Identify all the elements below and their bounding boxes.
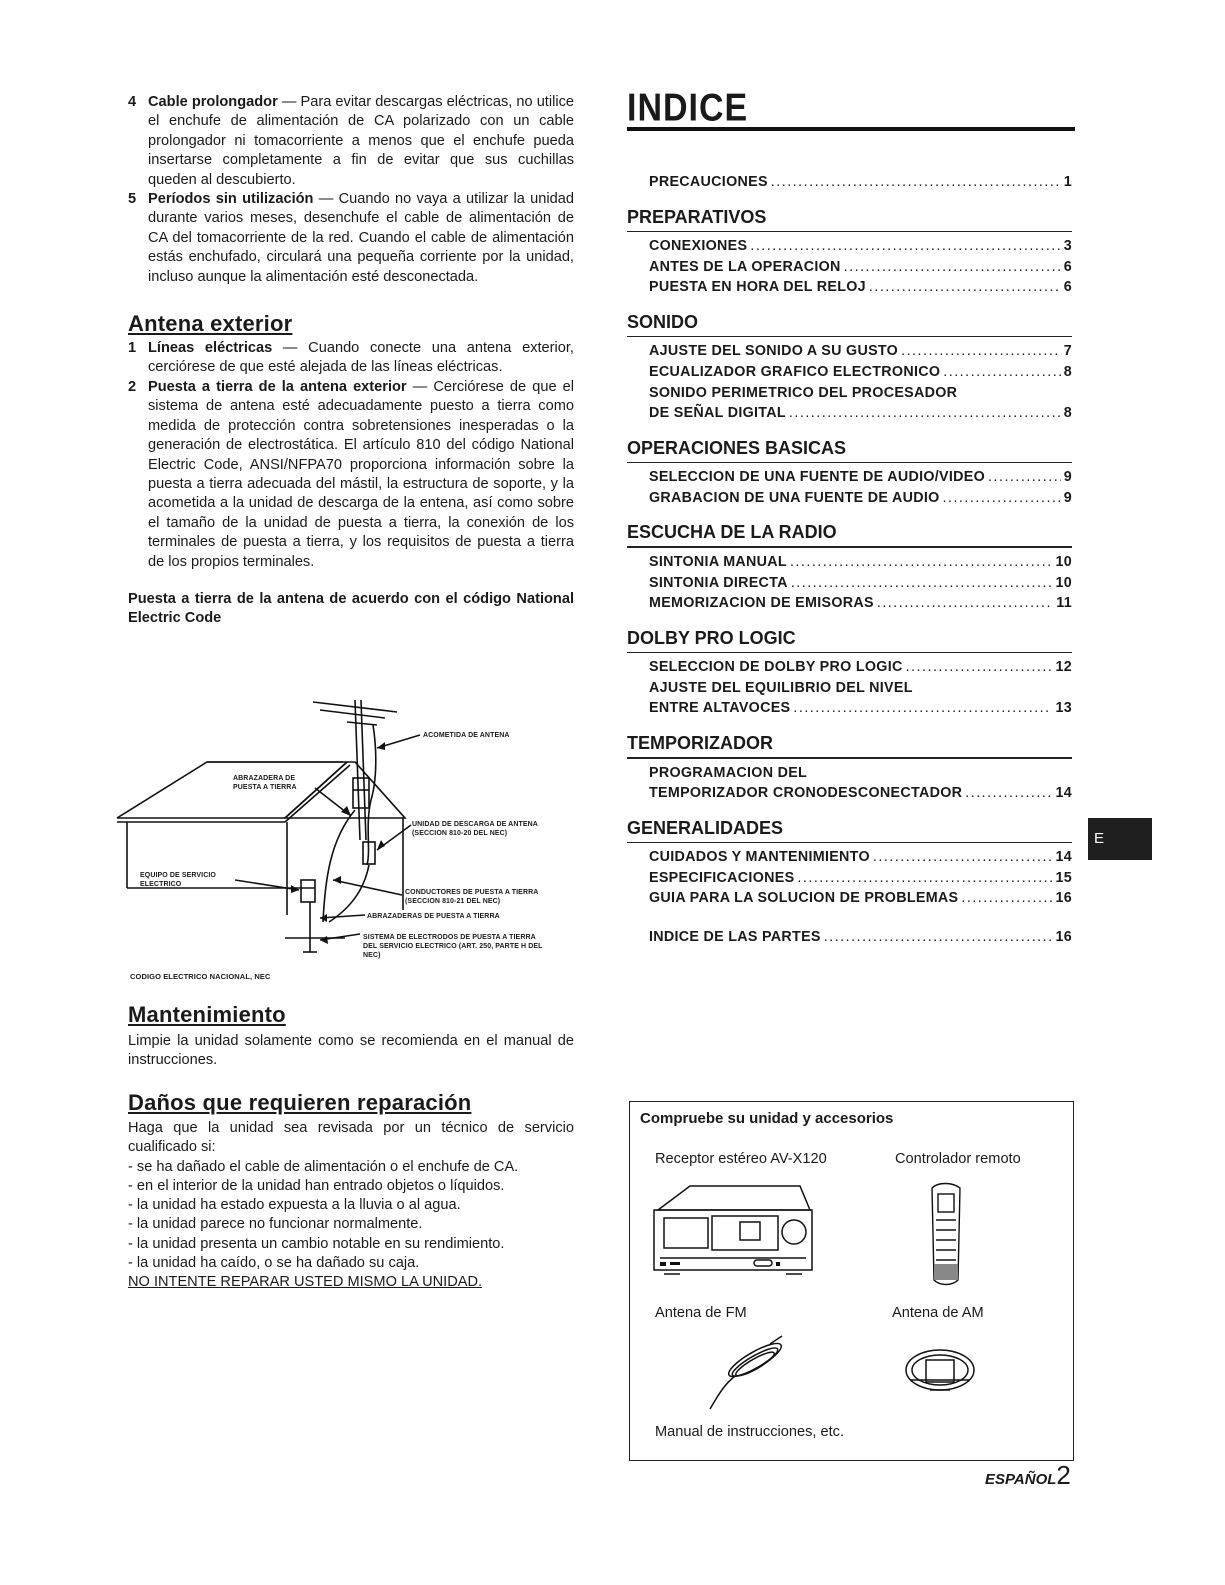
section-heading-antena: Antena exterior bbox=[128, 311, 293, 337]
toc-group bbox=[627, 312, 1072, 424]
toc-entry-line: PROGRAMACION DEL bbox=[649, 764, 808, 781]
toc-entry[interactable]: ENTRE ALTAVOCES ..... 13 bbox=[627, 698, 1072, 719]
list-item: 5 Períodos sin utilización — Cuando no vaya a utilizar la unidad durante varios meses, desenchufe el cable de alimentación de CA del tomacorriente de la red. Cuando el cable de alimentación estás enchufado, circulará una pequeña corriente por la unidad, incluso aunque la alimentación esté desconectada. bbox=[128, 191, 574, 285]
list-item: - la unidad ha estado expuesta a la lluvia o al agua. bbox=[128, 1197, 461, 1214]
label-abrazadera: ABRAZADERA DE PUESTA A TIERRA bbox=[233, 775, 297, 791]
toc-group bbox=[627, 733, 1072, 804]
accessory-manual-label: Manual de instrucciones, etc. bbox=[655, 1424, 845, 1440]
list-item: 2 Puesta a tierra de la antena exterior — Cerciórese de que el sistema de antena esté adecuadamente puesto a tierra como medida de protección contra sobretensiones inesperadas o la generación de electrostática. El artículo 810 del código National Electric Code, ANSI/NFPA70 proporciona información sobre la puesta a tierra adecuada del mástil, la estructura de soporte, y la acometida a la unidad de descarga de la entena, así como sobre el tamaño de la unidad de puesta a tierra, la conexión de los terminales de puesta a tierra, y los requisitos de puesta a tierra de los propios terminales. bbox=[128, 378, 574, 570]
list-item: - la unidad presenta un cambio notable en su rendimiento. bbox=[128, 1235, 505, 1252]
list-item: - se ha dañado el cable de alimentación o el enchufe de CA. bbox=[128, 1158, 519, 1175]
accessory-remote-label: Controlador remoto bbox=[895, 1151, 1021, 1167]
remote-control-icon bbox=[922, 1180, 972, 1290]
toc-entry[interactable]: AJUSTE DEL SONIDO A SU GUSTO ..... 7 bbox=[627, 341, 1072, 362]
toc-group-title: TEMPORIZADOR bbox=[627, 733, 773, 753]
list-item: 1 Líneas eléctricas — Cuando conecte una antena exterior, cerciórese de que esté alejada de las líneas eléctricas. bbox=[128, 340, 574, 376]
toc-entry[interactable]: SELECCION DE UNA FUENTE DE AUDIO/VIDEO ..... 9 bbox=[627, 467, 1072, 488]
list-item: - la unidad ha caído, o se ha dañado su caja. bbox=[128, 1254, 420, 1271]
item-text: — Cuando no vaya a utilizar la unidad durante varios meses, desenchufe el cable de alimentación de CA del tomacorriente de la red. Cuando el cable de alimentación estás enchufado, circulará una pequeña corriente por la unidad, incluso aunque la alimentación esté desconectada. bbox=[148, 191, 574, 285]
warning-text: NO INTENTE REPARAR USTED MISMO LA UNIDAD. bbox=[128, 1274, 483, 1291]
mantenimiento-text: Limpie la unidad solamente como se recomienda en el manual de instrucciones. bbox=[128, 1033, 574, 1069]
toc-group-title: DOLBY PRO LOGIC bbox=[627, 627, 796, 648]
list-item: - en el interior de la unidad han entrado objetos o líquidos. bbox=[128, 1178, 505, 1195]
toc-entry-indice-partes[interactable]: INDICE DE LAS PARTES ..... 16 bbox=[627, 927, 1072, 948]
toc-entry-line: SONIDO PERIMETRICO DEL PROCESADOR bbox=[649, 384, 958, 401]
grounding-subheading: Puesta a tierra de la antena de acuerdo con el código National Electric Code bbox=[128, 590, 574, 627]
toc-group bbox=[627, 628, 1072, 719]
toc-title: INDICE bbox=[627, 86, 749, 130]
list-item: - la unidad parece no funcionar normalmente. bbox=[128, 1216, 423, 1233]
page-number: 2 bbox=[1056, 1460, 1071, 1490]
toc-group-title: PREPARATIVOS bbox=[627, 206, 767, 227]
toc-group bbox=[627, 522, 1072, 613]
accessory-am-label: Antena de AM bbox=[892, 1305, 984, 1321]
diagram-caption: CODIGO ELECTRICO NACIONAL, NEC bbox=[130, 972, 271, 981]
toc-entry[interactable]: PUESTA EN HORA DEL RELOJ ..... 6 bbox=[627, 277, 1072, 298]
toc-entry[interactable]: CONEXIONES ..... 3 bbox=[627, 236, 1072, 257]
toc-group-title: SONIDO bbox=[627, 311, 699, 332]
toc-entry-line: AJUSTE DEL EQUILIBRIO DEL NIVEL bbox=[649, 679, 913, 696]
footer-language: ESPAÑOL bbox=[985, 1471, 1057, 1488]
accessories-box bbox=[629, 1101, 1074, 1461]
toc-group-title: OPERACIONES BASICAS bbox=[627, 437, 847, 458]
toc-entry[interactable]: CUIDADOS Y MANTENIMIENTO ..... 14 bbox=[627, 847, 1072, 868]
language-tab-letter: E bbox=[1094, 830, 1105, 847]
label-abrazaderas: ABRAZADERAS DE PUESTA A TIERRA bbox=[367, 913, 500, 920]
toc-group-title: ESCUCHA DE LA RADIO bbox=[627, 522, 837, 543]
toc-entry[interactable]: ANTES DE LA OPERACION ..... 6 bbox=[627, 257, 1072, 278]
toc-entry[interactable]: MEMORIZACION DE EMISORAS ..... 11 bbox=[627, 593, 1072, 614]
section-heading-mantenimiento: Mantenimiento bbox=[128, 1002, 286, 1027]
label-acometida: ACOMETIDA DE ANTENA bbox=[423, 732, 510, 739]
toc-group bbox=[627, 438, 1072, 509]
label-equipo: EQUIPO DE SERVICIO ELECTRICO bbox=[140, 872, 216, 888]
item-lead: Líneas eléctricas bbox=[148, 340, 273, 357]
accessory-receiver-label: Receptor estéreo AV-X120 bbox=[655, 1151, 827, 1167]
danos-intro: Haga que la unidad sea revisada por un técnico de servicio cualificado si: bbox=[128, 1120, 574, 1156]
list-item: 4 Cable prolongador — Para evitar descargas eléctricas, no utilice el enchufe de alimentación de CA polarizado con un cable prolongador ni tomacorriente a menos que el enchufe pueda insertarse completamente a fin de evitar que sus cuchillas queden al descubierto. bbox=[128, 94, 575, 188]
toc-entry-precauciones[interactable]: PRECAUCIONES ..... 1 bbox=[627, 172, 1072, 193]
am-antenna-icon bbox=[900, 1342, 980, 1402]
item-text: — Para evitar descargas eléctricas, no utilice el enchufe de alimentación de CA polarizado con un cable prolongador ni tomacorriente a menos que el enchufe pueda insertarse completamente a fin de evitar que sus cuchillas queden al descubierto. bbox=[148, 94, 575, 188]
toc-body bbox=[627, 172, 1072, 948]
language-tab bbox=[1088, 818, 1152, 860]
left-column bbox=[128, 93, 574, 629]
toc-entry[interactable]: GRABACION DE UNA FUENTE DE AUDIO ..... 9 bbox=[627, 488, 1072, 509]
toc-entry[interactable]: TEMPORIZADOR CRONODESCONECTADOR ..... 14 bbox=[627, 783, 1072, 804]
receiver-icon bbox=[650, 1180, 815, 1280]
item-text: — Cuando conecte una antena exterior, cerciórese de que esté alejada de las líneas eléctricas. bbox=[148, 340, 574, 376]
fm-antenna-icon bbox=[700, 1334, 800, 1414]
toc-group bbox=[627, 207, 1072, 298]
toc-entry[interactable]: ESPECIFICACIONES ..... 15 bbox=[627, 868, 1072, 889]
item-lead: Cable prolongador bbox=[148, 94, 278, 110]
label-conductores: CONDUCTORES DE PUESTA A TIERRA (SECCION 810-21 DEL NEC) bbox=[405, 889, 539, 905]
toc-section bbox=[627, 86, 1075, 131]
accessory-fm-label: Antena de FM bbox=[655, 1305, 747, 1321]
toc-entry[interactable]: ECUALIZADOR GRAFICO ELECTRONICO ..... 8 bbox=[627, 362, 1072, 383]
toc-group bbox=[627, 818, 1072, 909]
toc-entry[interactable]: DE SEÑAL DIGITAL ..... 8 bbox=[627, 403, 1072, 424]
toc-entry[interactable]: SINTONIA MANUAL ..... 10 bbox=[627, 552, 1072, 573]
toc-group-title: GENERALIDADES bbox=[627, 817, 784, 838]
toc-entry[interactable]: SELECCION DE DOLBY PRO LOGIC ..... 12 bbox=[627, 657, 1072, 678]
danos-section bbox=[128, 1090, 574, 1292]
mantenimiento-section bbox=[128, 1002, 574, 1071]
grounding-diagram bbox=[115, 690, 585, 990]
toc-entry[interactable]: SINTONIA DIRECTA ..... 10 bbox=[627, 573, 1072, 594]
page-footer bbox=[985, 1460, 1071, 1491]
item-lead: Períodos sin utilización bbox=[148, 191, 314, 208]
label-sistema: SISTEMA DE ELECTRODOS DE PUESTA A TIERRA DEL SERVICIO ELECTRICO (ART. 250, PARTE H DEL NEC) bbox=[363, 934, 543, 959]
label-unidad-descarga: UNIDAD DE DESCARGA DE ANTENA (SECCION 810-20 DEL NEC) bbox=[412, 821, 538, 837]
item-text: — Cerciórese de que el sistema de antena esté adecuadamente puesto a tierra como medida de protección contra sobretensiones inesperadas o la generación de electrostática. El artículo 810 del código National Electric Code, ANSI/NFPA70 proporciona información sobre la puesta a tierra adecuada del mástil, la estructura de soporte, y la acometida a la unidad de descarga de la entena, así como sobre el tamaño de la unidad de puesta a tierra, la conexión de los terminales de puesta a tierra, y los requisitos de puesta a tierra de los propios terminales. bbox=[148, 378, 574, 570]
accessories-title: Compruebe su unidad y accesorios bbox=[640, 1110, 894, 1127]
item-lead: Puesta a tierra de la antena exterior bbox=[148, 378, 407, 395]
toc-entry[interactable]: GUIA PARA LA SOLUCION DE PROBLEMAS ..... 16 bbox=[627, 888, 1072, 909]
section-heading-danos: Daños que requieren reparación bbox=[128, 1090, 472, 1115]
